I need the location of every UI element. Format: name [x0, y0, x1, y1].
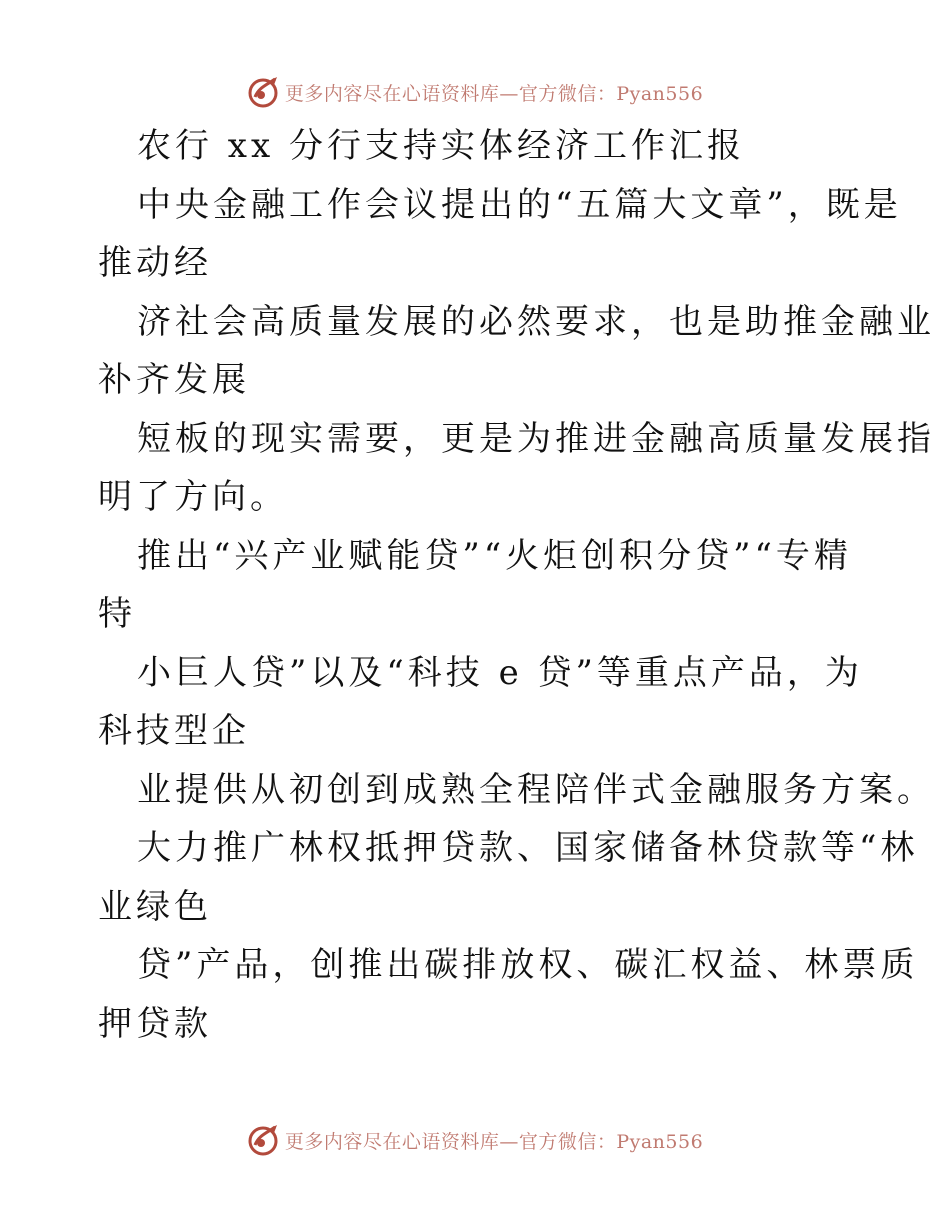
paragraph-line: 短板的现实需要，更是为推进金融高质量发展指 — [137, 419, 935, 459]
paragraph-line: 业绿色 — [98, 887, 212, 927]
paragraph-line: 大力推广林权抵押贷款、国家储备林贷款等“林 — [137, 828, 919, 868]
logo-icon — [247, 1123, 281, 1157]
footer-banner — [0, 1120, 950, 1160]
paragraph-line: 特 — [98, 594, 136, 634]
logo-icon — [247, 75, 281, 109]
paragraph-line: 中央金融工作会议提出的“五篇大文章”，既是 — [137, 185, 902, 225]
paragraph-line: 小巨人贷”以及“科技 e 贷”等重点产品，为 — [137, 653, 863, 693]
document-title: 农行 xx 分行支持实体经济工作汇报 — [137, 126, 745, 166]
paragraph-line: 补齐发展 — [98, 360, 250, 400]
paragraph-line: 推动经 — [98, 243, 212, 283]
paragraph-line: 业提供从初创到成熟全程陪伴式金融服务方案。 — [137, 770, 935, 810]
paragraph-line: 济社会高质量发展的必然要求，也是助推金融业 — [137, 302, 935, 342]
paragraph-line: 推出“兴产业赋能贷”“火炬创积分贷”“专精 — [137, 536, 852, 576]
paragraph-line: 押贷款 — [98, 1004, 212, 1044]
header-banner — [0, 72, 950, 112]
paragraph-line: 科技型企 — [98, 711, 250, 751]
paragraph-line: 明了方向。 — [98, 477, 288, 517]
header-banner-text: 更多内容尽在心语资料库—官方微信：Pyan556 — [284, 82, 704, 105]
footer-banner-text: 更多内容尽在心语资料库—官方微信：Pyan556 — [284, 1130, 704, 1153]
paragraph-line: 贷”产品，创推出碳排放权、碳汇权益、林票质 — [137, 945, 919, 985]
